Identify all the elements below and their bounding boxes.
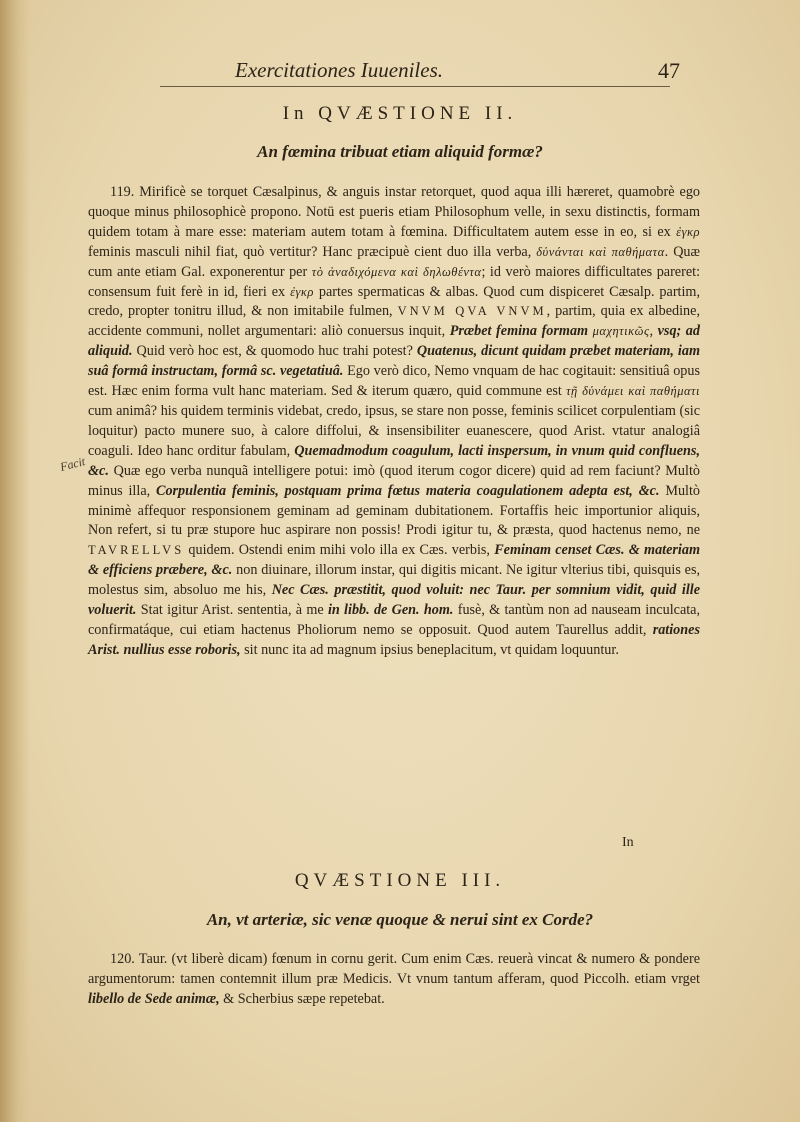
text-run: ; id verò maiores difficultates pareret: consensum fuit ferè in id, fieri ex xyxy=(88,263,701,300)
text-run: sit nunc ita ad magnum ipsius beneplacitum, vt quidam loquuntur. xyxy=(244,641,619,658)
greek-term: μαχητικῶς xyxy=(592,324,650,339)
text-run: Quæ cum ante etiam Gal. exponerentur per xyxy=(88,243,700,280)
text-run: non diuinare, illorum instar, qui digitis micant. Ne igitur vlterius tibi, quisquis es, molestus sim, absoluo me his, xyxy=(88,562,701,599)
running-head xyxy=(120,58,680,88)
paragraph-119 xyxy=(88,183,700,661)
text-run: , partim, quia ex albedine, accidente communi, nollet argumentari: aliò conuersus inquit, xyxy=(88,303,700,340)
text-run: feminis masculi nihil fiat, quò vertitur? Hanc præcipuè cient duo illa verba, xyxy=(88,243,532,260)
greek-term: ἐγκρ xyxy=(290,284,314,299)
paragraph-120-text: 120. Taur. (vt liberè dicam) fœnum in cornu gerit. Cum enim Cæs. reuerà vincat & numero & pondere argumentorum: tamen contemnit illum præ Medicis. Vt vnum tantum afferam, quod Piccolh. etiam vrget libello de Sede animæ, & Scherbius sæpe repetebat. xyxy=(88,951,700,1007)
quotation: Quatenus, dicunt quidam præbet materiam, iam suâ formâ instructam, formâ sc. vegetatiuâ. xyxy=(88,343,701,380)
text-run: Taur. (vt liberè dicam) fœnum in cornu gerit. Cum enim Cæs. reuerà vincat & numero & pondere argumentorum: tamen contemnit illum præ Medicis. Vt vnum tantum afferam, quod Piccolh. etiam vrget xyxy=(88,951,700,987)
small-caps-name: TAVRELLVS xyxy=(88,543,185,558)
question-title-iii: An, vt arteriæ, sic venæ quoque & nerui sint ex Corde? xyxy=(206,910,594,929)
text-run: Mirificè se torquet Cæsalpinus, & anguis instar retorquet, quod aqua illi hæreret, quamobrè ego quoque minus philosophicè propono. Notū est pueris etiam Philosophum velle, in sexu distinctis, formam quidem totam à mare esse: materiam autem totam à fœmina. Difficultatem autem esse in eo, si ex xyxy=(88,184,701,240)
citation: in libb. de Gen. hom. xyxy=(327,602,454,619)
paragraph-number: 120 xyxy=(110,951,132,967)
quotation: Quemadmodum coagulum, lacti inspersum, in vnum quid confluens, &c. xyxy=(88,442,700,479)
quotation: Feminam censet Cæs. & materiam & efficiens præbere, &c. xyxy=(88,542,700,579)
quotation: Præbet femina formam xyxy=(449,323,589,340)
section-heading-ii: In QVÆSTIONE II. xyxy=(282,103,518,124)
text-run: cum animâ? his quidem terminis videbat, credo, ipsus, se stare non posse, feminis scilicet corpulentiam (sic loquitur) pacto munere suo, à calore diffolui, & insensibiliter euanescere, quod Arist. vtatur analogiâ coaguli. Ideo hanc orditur fabulam, xyxy=(88,402,700,459)
catchword: In xyxy=(622,835,634,850)
section-heading-iii: QVÆSTIONE III. xyxy=(294,870,506,891)
text-run: Quid verò hoc est, & quomodo huc trahi potest? xyxy=(136,343,413,360)
question-title-ii: An fœmina tribuat etiam aliquid formæ? xyxy=(257,142,543,161)
text-run: & Scherbius sæpe repetebat. xyxy=(223,990,385,1007)
page-gutter xyxy=(0,0,30,1122)
quotation: rationes Arist. nullius esse roboris, xyxy=(88,621,700,658)
greek-term: ἐγκρ xyxy=(676,224,701,239)
text-run: Quæ ego verba nunquã intelligere potui: imò (quod iterum cogor dicere) quid ad rem faciunt? Multò minus illa, xyxy=(88,462,700,499)
paragraph-120 xyxy=(88,950,700,1010)
greek-term: δὑνάνται καὶ παθήματα xyxy=(536,244,665,259)
quotation: Nec Cæs. præstitit, quod voluit: nec Taur. per somnium vidit, quid ille voluerit. xyxy=(88,582,701,619)
text-run: fusè, & tantùm non ad nauseam inculcata, confirmatáque, cui etiam hactenus Pholiorum nemo se opposuit. Quod autem Taurellus addit, xyxy=(88,602,701,638)
header-rule xyxy=(160,86,670,87)
text-run: Stat igitur Arist. sententia, à me xyxy=(140,602,324,619)
text-run: Ego verò dico, Nemo vnquam de hac cogitauit: sensitiuâ opus est. Hæc enim forma vult hanc materiam. Sed & iterum quæro, quid commune est xyxy=(88,363,701,400)
citation: libello de Sede animæ, xyxy=(88,990,220,1007)
quotation: vsq; ad aliquid. xyxy=(88,323,700,360)
running-title: Exercitationes Iuueniles. xyxy=(235,58,443,82)
page-number: 47 xyxy=(658,58,680,83)
greek-term: τῇ δὑνάμει καὶ παθήματι xyxy=(566,384,700,399)
text-run: quidem. Ostendi enim mihi volo illa ex Cæs. verbis, xyxy=(188,542,490,559)
quotation: Corpulentia feminis, postquam prima fœtus materia coagulationem adepta est, &c. xyxy=(155,482,660,499)
paragraph-119-text: 119. Mirificè se torquet Cæsalpinus, & anguis instar retorquet, quod aqua illi hæreret, quamobrè ego quoque minus philosophicè propono. Notū est pueris etiam Philosophum velle, in sexu distinctis, formam quidem totam à mare esse: materiam autem totam à fœmina. Difficultatem autem esse in eo, si ex ἐγκρ feminis masculi nihil fiat, quò vertitur? Hanc præcipuè cient duo illa verba, δὑνάνται καὶ παθήματα. Quæ cum ante etiam Gal. exponerentur per τὸ ἀναδιχόμενα καὶ δηλωθέντα; id verò maiores difficultates pareret: consensum fuit ferè in id, fieri ex ἐγκρ partes spermaticas & albas. Quod cum dispiceret Cæsalp. partim, credo, propter tonitru illud, & non imitabile fulmen, VNVM QVA VNVM, partim, quia ex albedine, accidente communi, nollet argumentari: aliò conuersus inquit, Præbet femina formam μαχητικῶς, vsq; ad aliquid. Quid verò hoc est, & quomodo huc trahi potest? Quatenus, dicunt quidam præbet materiam, iam suâ formâ instructam, formâ sc. vegetatiuâ. Ego verò dico, Nemo vnquam de hac cogitauit: sensitiuâ opus est. Hæc enim forma vult hanc materiam. Sed & iterum quæro, quid commune est τῇ δὑνάμει καὶ παθήματι cum animâ? his quidem terminis videbat, credo, ipsus, se stare non posse, feminis scilicet corpulentiam (sic loquitur) pacto munere suo, à calore diffolui, & insensibiliter euanescere, quod Arist. vtatur analogiâ coaguli. Ideo hanc orditur fabulam, Quemadmodum coagulum, lacti inspersum, in vnum quid confluens, &c. Quæ ego verba nunquã intelligere potui: imò (quod iterum cogor dicere) quid ad rem faciunt? Multò minus illa, Corpulentia feminis, postquam prima fœtus materia coagulationem adepta est, &c. Multò minimè affequor responsionem geminam ad geminam dubitationem. Fortaffis heic importunior aliquis, Non refert, si tu præ stupore huc aspirare non possis! Prodi igitur tu, & præsta, quod hactenus nemo, ne TAVRELLVS quidem. Ostendi enim mihi volo illa ex Cæs. verbis, Feminam censet Cæs. & materiam & efficiens præbere, &c. non diuinare, illorum instar, qui digitis micant. Ne igitur vlterius tibi, quisquis es, molestus sim, absoluo me his, Nec Cæs. præstitit, quod voluit: nec Taur. per somnium vidit, quid ille voluerit. Stat igitur Arist. sententia, à me in libb. de Gen. hom. fusè, & tantùm non ad nauseam inculcata, confirmatáque, cui etiam hactenus Pholiorum nemo se opposuit. Quod autem Taurellus addit, rationes Arist. nullius esse roboris, sit nunc ita ad magnum ipsius beneplacitum, vt quidam loquuntur. xyxy=(88,184,701,658)
greek-term: τὸ ἀναδιχόμενα καὶ δηλωθέντα xyxy=(311,264,482,279)
margin-annotation: Facit xyxy=(58,454,87,474)
text-run: partes spermaticas & albas. Quod cum dispiceret Cæsalp. partim, credo, propter tonitru illud, & non imitabile fulmen, xyxy=(88,283,701,320)
paragraph-number: 119 xyxy=(110,184,131,200)
small-caps-phrase: VNVM QVA VNVM xyxy=(397,304,547,319)
text-run: Multò minimè affequor responsionem geminam ad geminam dubitationem. Fortaffis heic importunior aliquis, Non refert, si tu præ stupore huc aspirare non possis! Prodi igitur tu, & præsta, quod hactenus nemo, ne xyxy=(88,482,701,539)
